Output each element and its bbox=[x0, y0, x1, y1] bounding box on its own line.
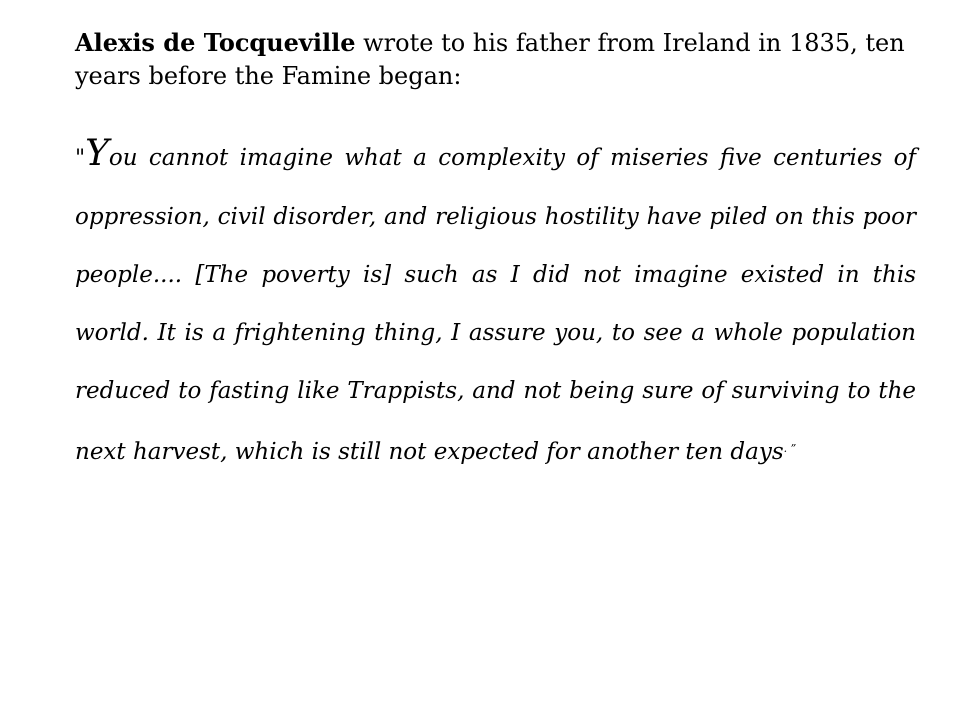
intro-paragraph bbox=[75, 26, 925, 93]
quote-first-letter: Y bbox=[85, 133, 109, 174]
author-name: Alexis de Tocqueville bbox=[75, 28, 356, 57]
quote-close-mark: . ” bbox=[783, 442, 797, 455]
quote-open-mark: " bbox=[75, 146, 86, 171]
quote-paragraph bbox=[75, 125, 916, 481]
quote-body: ou cannot imagine what a complexity of miseries five centuries of oppression, civil disorder, and religious hostility have piled on this poor people.... [The poverty is] such as I did not imagine existed in this world. It is a frightening thing, I assure you, to see a whole population reduced to fasting like Trappists, and not being sure of surviving to the next harvest, which is still not expected for another ten days bbox=[75, 145, 916, 465]
intro-text: wrote to his father from Ireland in 1835, ten years before the Famine began: bbox=[75, 29, 905, 90]
